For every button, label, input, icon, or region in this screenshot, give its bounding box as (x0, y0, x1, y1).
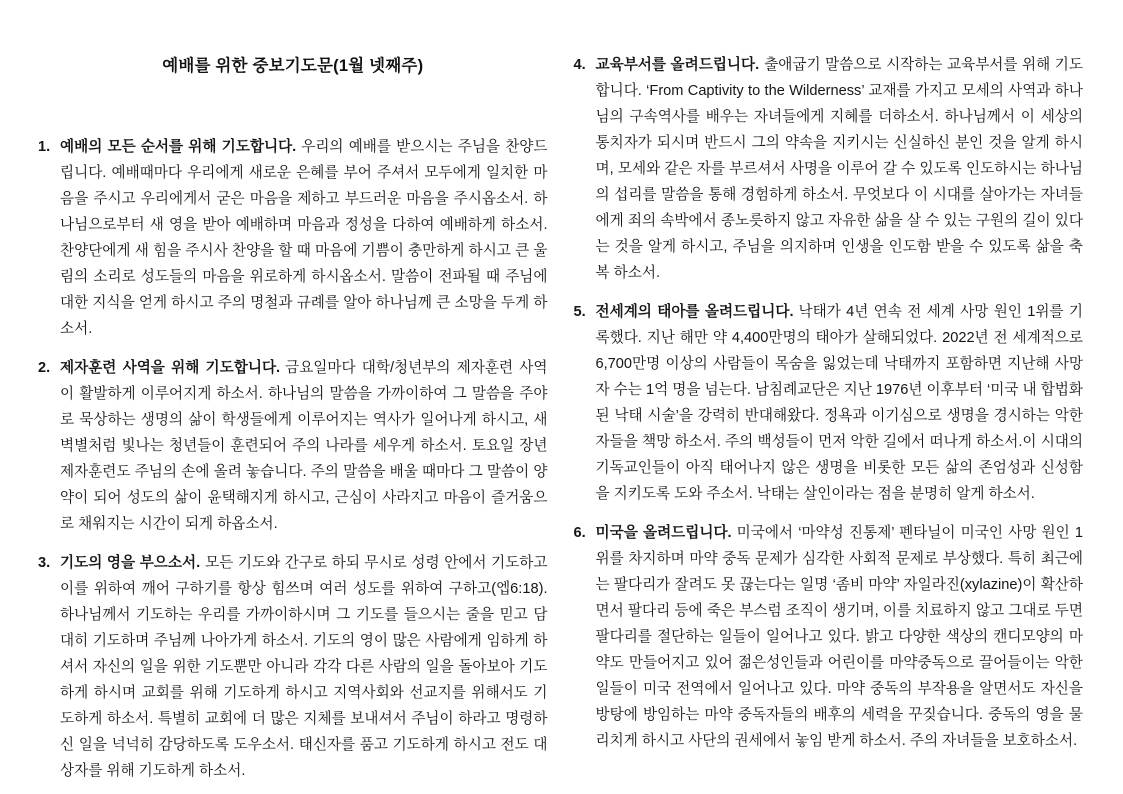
right-column (574, 46, 1084, 776)
item-number: 6. (573, 525, 586, 541)
item-text (60, 134, 548, 342)
item-heading: 교육부서를 올려드립니다. (595, 57, 760, 73)
item-body: 출애굽기 말씀으로 시작하는 교육부서를 위해 기도합니다. ‘From Captivity to the Wilderness’ 교재를 가지고 모세의 사역과 하나님의 구속역사를 배우는 자녀들에게 지혜를 더하소서. 하나님께서 이 세상의 통치자가 되시며 반드시 그의 약속을 지키시는 신실하신 분인 것을 알게 하시며, 모세와 같은 자를 부르셔서 사명을 이루어 갈 수 있도록 인도하시는 하나님의 섭리를 말씀을 통해 경험하게 하소서. 무엇보다 이 시대를 살아가는 자녀들에게 죄의 속박에서 종노릇하지 않고 자유한 삶을 살 수 있는 구원의 길이 있다는 것을 알게 하시고, 주님을 의지하며 인생을 인도함 받을 수 있도록 삶을 축복 하소서. (595, 57, 1083, 281)
prayer-item-5 (574, 299, 1084, 507)
item-text (596, 520, 1084, 754)
item-body: 모든 기도와 간구로 하되 무시로 성령 안에서 기도하고 이를 위하여 깨어 구하기를 항상 힘쓰며 여러 성도를 위하여 구하고(엡6:18). 하나님께서 기도하는 우리를 가까이하시며 그 기도를 들으시는 줄을 믿고 담대히 기도하며 주님께 나아가게 하소서. 기도의 영이 많은 사람에게 임하게 하셔서 자신의 일을 위한 기도뿐만 아니라 각각 다른 사람의 일을 돌아보아 기도하게 하시며 교회를 위해 기도하게 하시고 지역사회와 선교지를 위해서도 기도하게 하소서. 특별히 교회에 더 많은 지체를 보내셔서 주님이 하라고 명령하신 일을 넉넉히 감당하도록 도우소서. 태신자를 품고 기도하게 하시고 전도 대상자를 위해 기도하게 하소서. (60, 555, 548, 779)
item-text (596, 299, 1084, 507)
item-text (60, 550, 548, 784)
item-heading: 전세계의 태아를 올려드립니다. (595, 304, 794, 320)
item-number: 5. (573, 304, 586, 320)
prayer-item-4 (574, 52, 1084, 286)
item-heading: 예배의 모든 순서를 위해 기도합니다. (60, 139, 297, 155)
item-number: 4. (573, 57, 586, 73)
item-body: 낙태가 4년 연속 전 세계 사망 원인 1위를 기록했다. 지난 해만 약 4,400만명의 태아가 살해되었다. 2022년 전 세계적으로 6,700만명 이상의 사람들이 목숨을 잃었는데 낙태까지 포함하면 지난해 사망자 수는 1억 명을 넘는다. 남침례교단은 지난 1976년 이후부터 ‘미국 내 합법화된 낙태 시술’을 강력히 반대해왔다. 정욕과 이기심으로 생명을 경시하는 악한 자들을 책망 하소서. 주의 백성들이 먼저 악한 길에서 떠나게 하소서.이 시대의 기독교인들이 아직 태어나지 않은 생명을 비롯한 모든 삶의 존엄성과 신성함을 지키도록 도와 주소서. 낙태는 살인이라는 점을 분명히 알게 하소서. (595, 304, 1083, 502)
item-heading: 기도의 영을 부으소서. (60, 555, 201, 571)
prayer-item-2 (38, 355, 548, 537)
prayer-item-6 (574, 520, 1084, 754)
prayer-item-1 (38, 134, 548, 342)
item-body: 금요일마다 대학/청년부의 제자훈련 사역이 활발하게 이루어지게 하소서. 하나님의 말씀을 가까이하여 그 말씀을 주야로 묵상하는 생명의 삶이 학생들에게 이루어지는 역사가 일어나게 하시고, 새벽별처럼 빛나는 청년들이 훈련되어 주의 나라를 세우게 하소서. 토요일 장년 제자훈련도 주님의 손에 올려 놓습니다. 주의 말씀을 배울 때마다 그 말씀이 양약이 되어 성도의 삶이 윤택해지게 하시고, 근심이 사라지고 마음이 즐거움으로 채워지는 시간이 되게 하옵소서. (60, 360, 548, 532)
item-heading: 제자훈련 사역을 위해 기도합니다. (60, 360, 281, 376)
item-body: 미국에서 ‘마약성 진통제’ 펜타닐이 미국인 사망 원인 1위를 차지하며 마약 중독 문제가 심각한 사회적 문제로 부상했다. 특히 최근에는 팔다리가 잘려도 못 끊는다는 일명 ‘좀비 마약’ 자일라진(xylazine)이 확산하면서 팔다리 등에 죽은 부스럼 조직이 생기며, 이를 치료하지 않고 그대로 두면 팔다리를 절단하는 일들이 일어나고 있다. 밝고 다양한 색상의 캔디모양의 마약도 만들어지고 있어 젊은성인들과 어린이를 마약중독으로 끌어들이는 악한 일들이 미국 전역에서 일어나고 있다. 마약 중독의 부작용을 알면서도 자신을 방탕에 방임하는 마약 중독자들의 배후의 세력을 꾸짖습니다. 중독의 영을 물리치게 하시고 사단의 권세에서 놓임 받게 하소서. 주의 자녀들을 보호하소서. (595, 525, 1083, 749)
left-column (38, 46, 548, 779)
page-title: 예배를 위한 중보기도문(1월 넷째주) (162, 57, 424, 75)
item-number: 2. (38, 360, 51, 376)
item-text (596, 52, 1084, 286)
item-text (60, 355, 548, 537)
item-heading: 미국을 올려드립니다. (595, 525, 732, 541)
prayer-item-3 (38, 550, 548, 784)
item-number: 3. (38, 555, 51, 571)
item-number: 1. (38, 139, 51, 155)
item-body: 우리의 예배를 받으시는 주님을 찬양드립니다. 예배때마다 우리에게 새로운 은혜를 부어 주셔서 모두에게 일치한 마음을 주시고 우리에게서 굳은 마음을 제하고 부드러운 마음을 주시옵소서. 하나님으로부터 새 영을 받아 예배하며 마음과 정성을 다하여 예배하게 하소서. 찬양단에게 새 힘을 주시사 찬양을 할 때 마음에 기쁨이 충만하게 하시고 큰 울림의 소리로 성도들의 마음을 위로하게 하시옵소서. 말씀이 전파될 때 주님에 대한 지식을 얻게 하시고 주의 명철과 규례를 알아 하나님께 큰 소망을 두게 하소서. (60, 139, 548, 337)
